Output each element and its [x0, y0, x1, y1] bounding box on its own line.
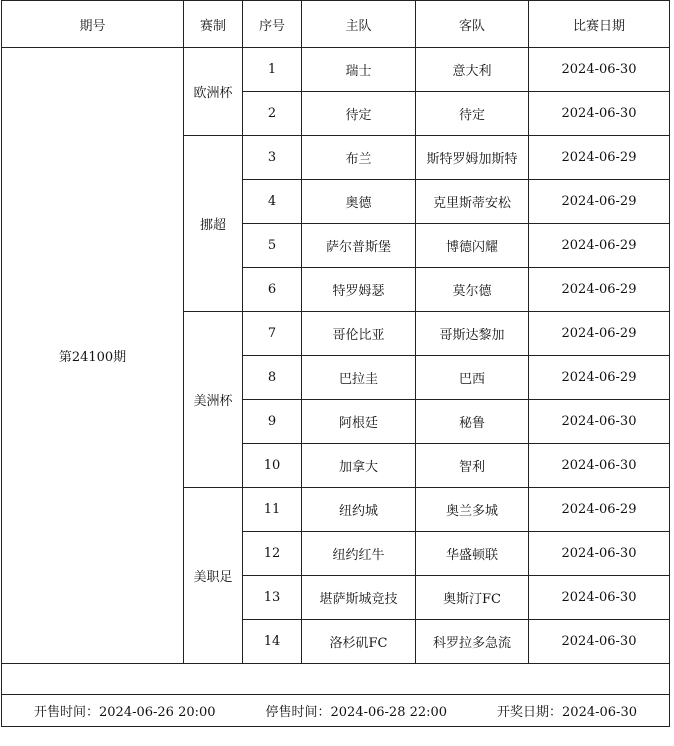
away-team-cell: 哥斯达黎加 — [416, 312, 529, 356]
home-team-cell: 萨尔普斯堡 — [302, 224, 416, 268]
seq-cell: 9 — [243, 400, 302, 444]
date-cell: 2024-06-30 — [529, 444, 670, 488]
home-team-cell: 奥德 — [302, 180, 416, 224]
blank-cell — [2, 664, 670, 695]
schedule-body — [2, 48, 670, 664]
header-away: 客队 — [416, 1, 529, 48]
away-team-cell: 奥斯汀FC — [416, 576, 529, 620]
schedule-table — [1, 0, 670, 727]
home-team-cell: 待定 — [302, 92, 416, 136]
home-team-cell: 布兰 — [302, 136, 416, 180]
seq-cell: 12 — [243, 532, 302, 576]
date-cell: 2024-06-29 — [529, 136, 670, 180]
header-date: 比赛日期 — [529, 1, 670, 48]
home-team-cell: 堪萨斯城竞技 — [302, 576, 416, 620]
header-period: 期号 — [2, 1, 184, 48]
away-team-cell: 华盛顿联 — [416, 532, 529, 576]
home-team-cell: 加拿大 — [302, 444, 416, 488]
competition-cell: 美职足 — [184, 488, 243, 664]
home-team-cell: 巴拉圭 — [302, 356, 416, 400]
away-team-cell: 智利 — [416, 444, 529, 488]
draw-date: 开奖日期：2024-06-30 — [497, 705, 637, 720]
sale-end-time: 停售时间：2024-06-28 22:00 — [265, 705, 448, 720]
date-cell: 2024-06-30 — [529, 92, 670, 136]
date-cell: 2024-06-29 — [529, 488, 670, 532]
home-team-cell: 纽约城 — [302, 488, 416, 532]
away-team-cell: 巴西 — [416, 356, 529, 400]
date-cell: 2024-06-29 — [529, 224, 670, 268]
seq-cell: 10 — [243, 444, 302, 488]
away-team-cell: 科罗拉多急流 — [416, 620, 529, 664]
away-team-cell: 待定 — [416, 92, 529, 136]
footer-row — [2, 695, 670, 727]
seq-cell: 7 — [243, 312, 302, 356]
seq-cell: 8 — [243, 356, 302, 400]
date-cell: 2024-06-29 — [529, 356, 670, 400]
home-team-cell: 洛杉矶FC — [302, 620, 416, 664]
date-cell: 2024-06-29 — [529, 268, 670, 312]
date-cell: 2024-06-30 — [529, 576, 670, 620]
match-row — [2, 48, 670, 92]
header-row — [2, 1, 670, 48]
home-team-cell: 纽约红牛 — [302, 532, 416, 576]
period-cell: 第24100期 — [2, 48, 184, 664]
competition-cell: 挪超 — [184, 136, 243, 312]
competition-cell: 欧洲杯 — [184, 48, 243, 136]
seq-cell: 4 — [243, 180, 302, 224]
date-cell: 2024-06-29 — [529, 312, 670, 356]
header-seq: 序号 — [243, 1, 302, 48]
sale-start-time: 开售时间：2024-06-26 20:00 — [34, 705, 216, 720]
seq-cell: 2 — [243, 92, 302, 136]
away-team-cell: 秘鲁 — [416, 400, 529, 444]
home-team-cell: 阿根廷 — [302, 400, 416, 444]
date-cell: 2024-06-30 — [529, 48, 670, 92]
seq-cell: 5 — [243, 224, 302, 268]
away-team-cell: 斯特罗姆加斯特 — [416, 136, 529, 180]
home-team-cell: 特罗姆瑟 — [302, 268, 416, 312]
away-team-cell: 博德闪耀 — [416, 224, 529, 268]
header-competition: 赛制 — [184, 1, 243, 48]
home-team-cell: 哥伦比亚 — [302, 312, 416, 356]
footer-cell — [2, 695, 670, 727]
header-home: 主队 — [302, 1, 416, 48]
blank-row — [2, 664, 670, 695]
seq-cell: 6 — [243, 268, 302, 312]
away-team-cell: 克里斯蒂安松 — [416, 180, 529, 224]
seq-cell: 11 — [243, 488, 302, 532]
date-cell: 2024-06-30 — [529, 532, 670, 576]
seq-cell: 14 — [243, 620, 302, 664]
seq-cell: 3 — [243, 136, 302, 180]
seq-cell: 13 — [243, 576, 302, 620]
date-cell: 2024-06-30 — [529, 400, 670, 444]
away-team-cell: 莫尔德 — [416, 268, 529, 312]
away-team-cell: 奥兰多城 — [416, 488, 529, 532]
date-cell: 2024-06-29 — [529, 180, 670, 224]
seq-cell: 1 — [243, 48, 302, 92]
date-cell: 2024-06-30 — [529, 620, 670, 664]
away-team-cell: 意大利 — [416, 48, 529, 92]
home-team-cell: 瑞士 — [302, 48, 416, 92]
competition-cell: 美洲杯 — [184, 312, 243, 488]
